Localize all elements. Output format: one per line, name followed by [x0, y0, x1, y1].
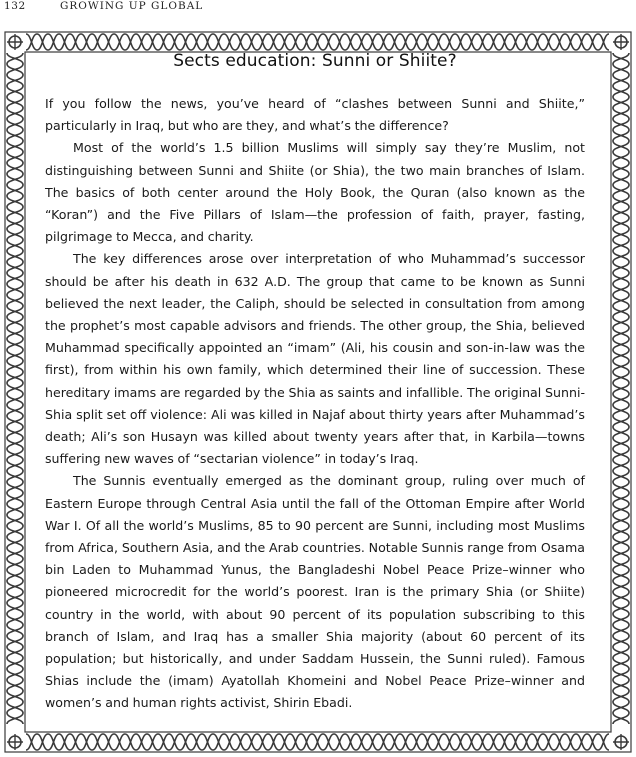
paragraph-demographics: The Sunnis eventually emerged as the dominant group, ruling over much of Eastern Europe through Central Asia until the fall of the Ottoman Empire after World War I. Of all the world’s Muslims, 85 to 90 percent are Sunni, including most Muslims from Africa, Southern Asia, and the Arab countries. Notable Sunnis range from Osama bin Laden to Muhammad Yunus, the Bangladeshi Nobel Peace Prize–winner who pioneered microcredit for the world’s poorest. Iran is the primary Shia (or Shiite) country in the world, with about 90 percent of its population subscribing to this branch of Islam, and Iraq has a smaller Shia majority (about 60 percent of its population; but historically, and under Saddam Hussein, the Sunni ruled). Famous Shias include the (imam) Ayatollah Khomeini and Nobel Peace Prize–winner and women’s and human rights activist, Shirin Ebadi.: [45, 473, 585, 711]
sidebar-box: [45, 45, 585, 715]
frame-bottom-knots: [26, 734, 609, 750]
paragraph-intro: If you follow the news, you’ve heard of “clashes between Sunni and Shiite,” particularly in Iraq, but who are they, and what’s the difference?: [45, 96, 585, 134]
frame-corner-cross: [613, 734, 629, 750]
frame-right-knots: [613, 53, 629, 724]
frame-left-knots: [7, 53, 23, 724]
frame-corner-cross: [7, 34, 23, 50]
page-number: 132: [4, 0, 26, 12]
paragraph-basics: Most of the world’s 1.5 billion Muslims will simply say they’re Muslim, not distinguishing between Sunni and Shiite (or Shia), the two main branches of Islam. The basics of both center around the Holy Book, the Quran (also known as the “Koran”) and the Five Pillars of Islam—the profession of faith, prayer, fasting, pilgrimage to Mecca, and charity.: [45, 140, 585, 245]
book-title: GROWING UP GLOBAL: [60, 0, 204, 12]
sidebar-title: Sects education: Sunni or Shiite?: [173, 51, 457, 71]
running-header: [4, 0, 203, 14]
frame-corner-cross: [7, 734, 23, 750]
frame-corner-cross: [613, 34, 629, 50]
paragraph-differences: The key differences arose over interpretation of who Muhammad’s successor should be after his death in 632 A.D. The group that came to be known as Sunni believed the next leader, the Caliph, should be selected in consultation from among the prophet’s most capable advisors and friends. The other group, the Shia, believed Muhammad specifically appointed an “imam” (Ali, his cousin and son-in-law was the first), from within his own family, which determined their line of succession. These hereditary imams are regarded by the Shia as saints and infallible. The original Sunni-Shia split set off violence: Ali was killed in Najaf about thirty years after Muhammad’s death; Ali’s son Husayn was killed about twenty years after that, in Karbila—towns suffering new waves of “sectarian violence” in today’s Iraq.: [45, 251, 585, 467]
